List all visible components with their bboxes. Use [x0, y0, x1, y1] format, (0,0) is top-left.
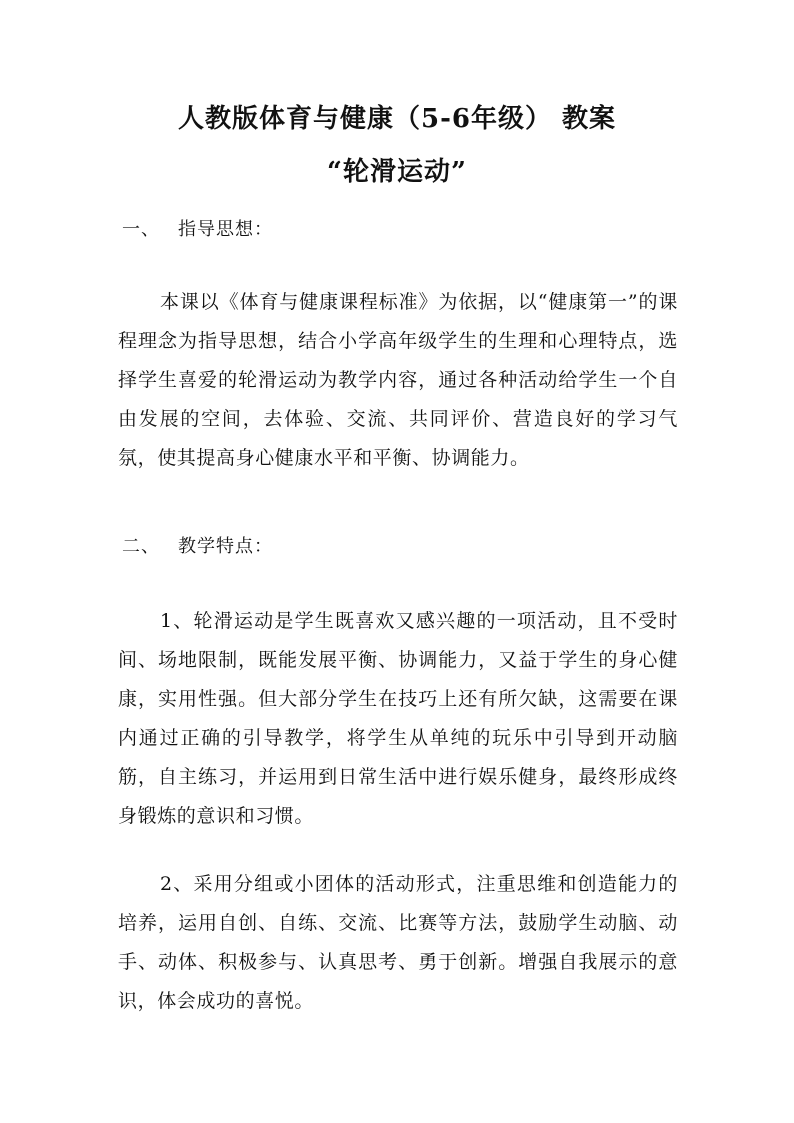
section-heading: [122, 217, 273, 243]
section-number: 二、: [122, 536, 160, 557]
section-title: 指导思想：: [178, 219, 273, 240]
paragraph: 2、采用分组或小团体的活动形式，注重思维和创造能力的培养，运用自创、自练、交流、比赛等方法，鼓励学生动脑、动手、动体、积极参与、认真思考、勇于创新。增强自我展示的意识，体会成功的喜悦。: [118, 873, 678, 1012]
paragraph: 本课以《体育与健康课程标准》为依据，以“健康第一”的课程理念为指导思想，结合小学高年级学生的生理和心理特点，选择学生喜爱的轮滑运动为教学内容，通过各种活动给学生一个自由发展的空间，去体验、交流、共同评价、营造良好的学习气氛，使其提高身心健康水平和平衡、协调能力。: [118, 291, 678, 469]
document-subtitle: “轮滑运动”: [327, 157, 467, 187]
paragraph: 1、轮滑运动是学生既喜欢又感兴趣的一项活动，且不受时间、场地限制，既能发展平衡、协调能力，又益于学生的身心健康，实用性强。但大部分学生在技巧上还有所欠缺，这需要在课内通过正确的引导教学，将学生从单纯的玩乐中引导到开动脑筋，自主练习，并运用到日常生活中进行娱乐健身，最终形成终身锻炼的意识和习惯。: [118, 610, 678, 827]
section-number: 一、: [122, 219, 160, 240]
section-title: 教学特点：: [178, 536, 273, 557]
section-heading: [122, 534, 273, 560]
document-title: 人教版体育与健康（5-6年级） 教案: [177, 104, 617, 134]
